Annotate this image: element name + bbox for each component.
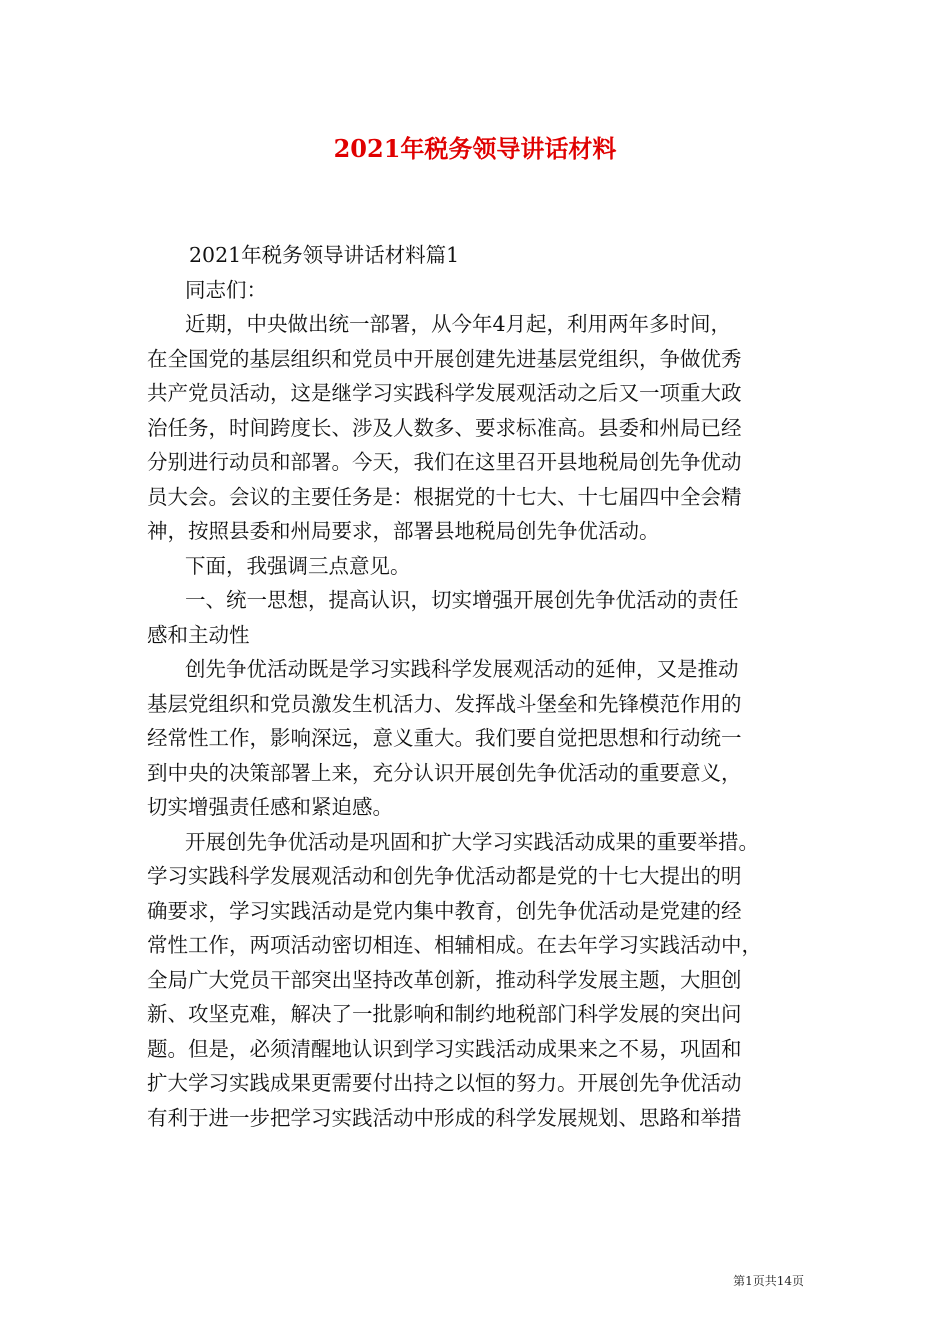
page-number-footer: 第1页共14页	[733, 1274, 804, 1288]
document-body	[147, 238, 807, 1135]
page-title: 2021年税务领导讲话材料	[333, 134, 617, 163]
paragraph-line: 切实增强责任感和紧迫感。	[147, 795, 393, 819]
paragraph-line: 基层党组织和党员激发生机活力、发挥战斗堡垒和先锋模范作用的	[147, 691, 742, 716]
paragraph-line: 学习实践科学发展观活动和创先争优活动都是党的十七大提出的明	[147, 864, 742, 888]
paragraph-line: 确要求，学习实践活动是党内集中教育，创先争优活动是党建的经	[147, 898, 742, 923]
paragraph-line: 开展创先争优活动是巩固和扩大学习实践活动成果的重要举措。	[185, 829, 759, 854]
paragraph-line: 常性工作，两项活动密切相连、相辅相成。在去年学习实践活动中，	[147, 933, 762, 957]
paragraph-line: 经常性工作，影响深远，意义重大。我们要自觉把思想和行动统一	[147, 726, 742, 750]
section-subtitle: 2021年税务领导讲话材料篇1	[189, 243, 460, 267]
salutation: 同志们：	[185, 277, 267, 302]
paragraph-line: 治任务，时间跨度长、涉及人数多、要求标准高。县委和州局已经	[147, 415, 742, 440]
paragraph-line: 共产党员活动，这是继学习实践科学发展观活动之后又一项重大政	[147, 381, 742, 405]
paragraph-line: 扩大学习实践成果更需要付出持之以恒的努力。开展创先争优活动	[147, 1071, 742, 1095]
paragraph-line: 神，按照县委和州局要求，部署县地税局创先争优活动。	[147, 519, 660, 543]
section-heading-line: 感和主动性	[147, 622, 250, 647]
paragraph-line: 创先争优活动既是学习实践科学发展观活动的延伸，又是推动	[185, 657, 739, 681]
paragraph-line: 到中央的决策部署上来，充分认识开展创先争优活动的重要意义，	[147, 760, 742, 785]
paragraph-line: 新、攻坚克难，解决了一批影响和制约地税部门科学发展的突出问	[147, 1002, 742, 1026]
paragraph-line: 在全国党的基层组织和党员中开展创建先进基层党组织，争做优秀	[147, 346, 742, 371]
section-heading-line: 一、统一思想，提高认识，切实增强开展创先争优活动的责任	[185, 588, 739, 612]
paragraph-line: 全局广大党员干部突出坚持改革创新，推动科学发展主题，大胆创	[147, 967, 742, 992]
paragraph-line: 分别进行动员和部署。今天，我们在这里召开县地税局创先争优动	[147, 450, 742, 474]
paragraph-line: 下面，我强调三点意见。	[185, 553, 411, 578]
paragraph-line: 员大会。会议的主要任务是：根据党的十七大、十七届四中全会精	[147, 484, 742, 509]
paragraph-line: 有利于进一步把学习实践活动中形成的科学发展规划、思路和举措	[147, 1105, 742, 1130]
paragraph-line: 题。但是，必须清醒地认识到学习实践活动成果来之不易，巩固和	[147, 1036, 742, 1061]
paragraph-line: 近期，中央做出统一部署，从今年4月起，利用两年多时间，	[185, 312, 732, 336]
